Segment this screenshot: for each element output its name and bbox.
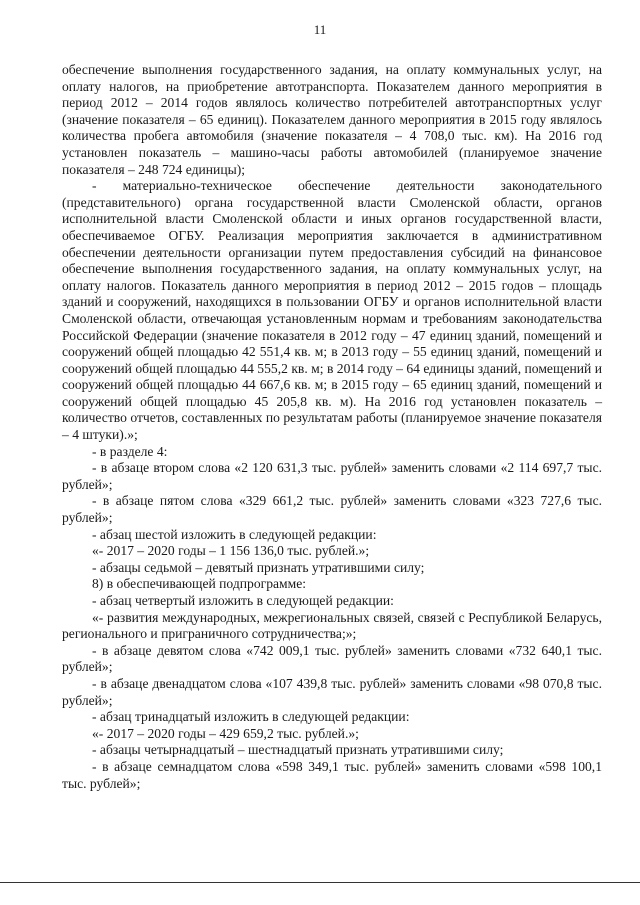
paragraph: - материально-техническое обеспечение деятельности законодательного (представительного) органа государственной власти Смоленской области, органов исполнительной власти Смоленской области и иных органов государственной власти, обеспечиваемое ОГБУ. Реализация мероприятия заключается в административном обеспечении деятельности организации путем предоставления субсидий на финансовое обеспечение выполнения государственного задания, на оплату коммунальных услуг, на оплату налогов. Показатель данного мероприятия в период 2012 – 2015 годов – площадь зданий и сооружений, находящихся в пользовании ОГБУ и органов исполнительной власти Смоленской области, отвечающая установленным нормам и требованиям законодательства Российской Федерации (значение показателя в 2012 году – 47 единиц зданий, помещений и сооружений общей площадью 42 551,4 кв. м; в 2013 году – 55 единиц зданий, помещений и сооружений общей площадью 44 555,2 кв. м; в 2014 году – 64 единицы зданий, помещений и сооружений общей площадью 44 667,6 кв. м; в 2015 году – 65 единиц зданий, помещений и сооружений общей площадью 45 205,8 кв. м). На 2016 год установлен показатель – количество отчетов, составленных по результатам работы (планируемое значение показателя – 4 штуки).»;: [62, 178, 602, 443]
paragraph: - в абзаце двенадцатом слова «107 439,8 тыс. рублей» заменить словами «98 070,8 тыс. рублей»;: [62, 675, 602, 708]
paragraph: - абзац тринадцатый изложить в следующей редакции:: [92, 709, 410, 725]
page-number: 11: [313, 22, 327, 37]
paragraph: - в абзаце семнадцатом слова «598 349,1 тыс. рублей» заменить словами «598 100,1 тыс. рублей»;: [62, 758, 602, 791]
paragraph: обеспечение выполнения государственного задания, на оплату коммунальных услуг, на оплату налогов, на приобретение автотранспорта. Показателем данного мероприятия в период 2012 – 2014 годов являлось количество потребителей автотранспортных услуг (значение показателя – 65 единиц). Показателем данного мероприятия в 2015 году являлось количества пробега автомобиля (значение показателя – 4 708,0 тыс. км). На 2016 год установлен показатель – машино-часы работы автомобилей (планируемое значение показателя – 248 724 единицы);: [62, 62, 602, 177]
paragraph: - абзацы четырнадцатый – шестнадцатый признать утратившими силу;: [92, 742, 504, 758]
paragraph: «- 2017 – 2020 годы – 429 659,2 тыс. рублей.»;: [92, 725, 359, 741]
paragraph: «- развития международных, межрегиональных связей, связей с Республикой Беларусь, регионального и приграничного сотрудничества;»;: [62, 609, 602, 642]
paragraph: - абзац шестой изложить в следующей редакции:: [92, 526, 377, 542]
paragraph: - в абзаце втором слова «2 120 631,3 тыс. рублей» заменить словами «2 114 697,7 тыс. рублей»;: [62, 460, 602, 492]
paragraph: 8) в обеспечивающей подпрограмме:: [92, 576, 307, 592]
page-bottom-divider: [0, 882, 640, 883]
paragraph: - в разделе 4:: [92, 443, 168, 459]
document-body: [62, 62, 602, 792]
paragraph: - в абзаце пятом слова «329 661,2 тыс. рублей» заменить словами «323 727,6 тыс. рублей»;: [62, 493, 602, 526]
paragraph: - абзацы седьмой – девятый признать утратившими силу;: [92, 559, 425, 575]
paragraph: - абзац четвертый изложить в следующей редакции:: [92, 593, 394, 608]
paragraph: - в абзаце девятом слова «742 009,1 тыс. рублей» заменить словами «732 640,1 тыс. рублей»;: [62, 642, 602, 675]
paragraph: «- 2017 – 2020 годы – 1 156 136,0 тыс. рублей.»;: [92, 543, 370, 559]
